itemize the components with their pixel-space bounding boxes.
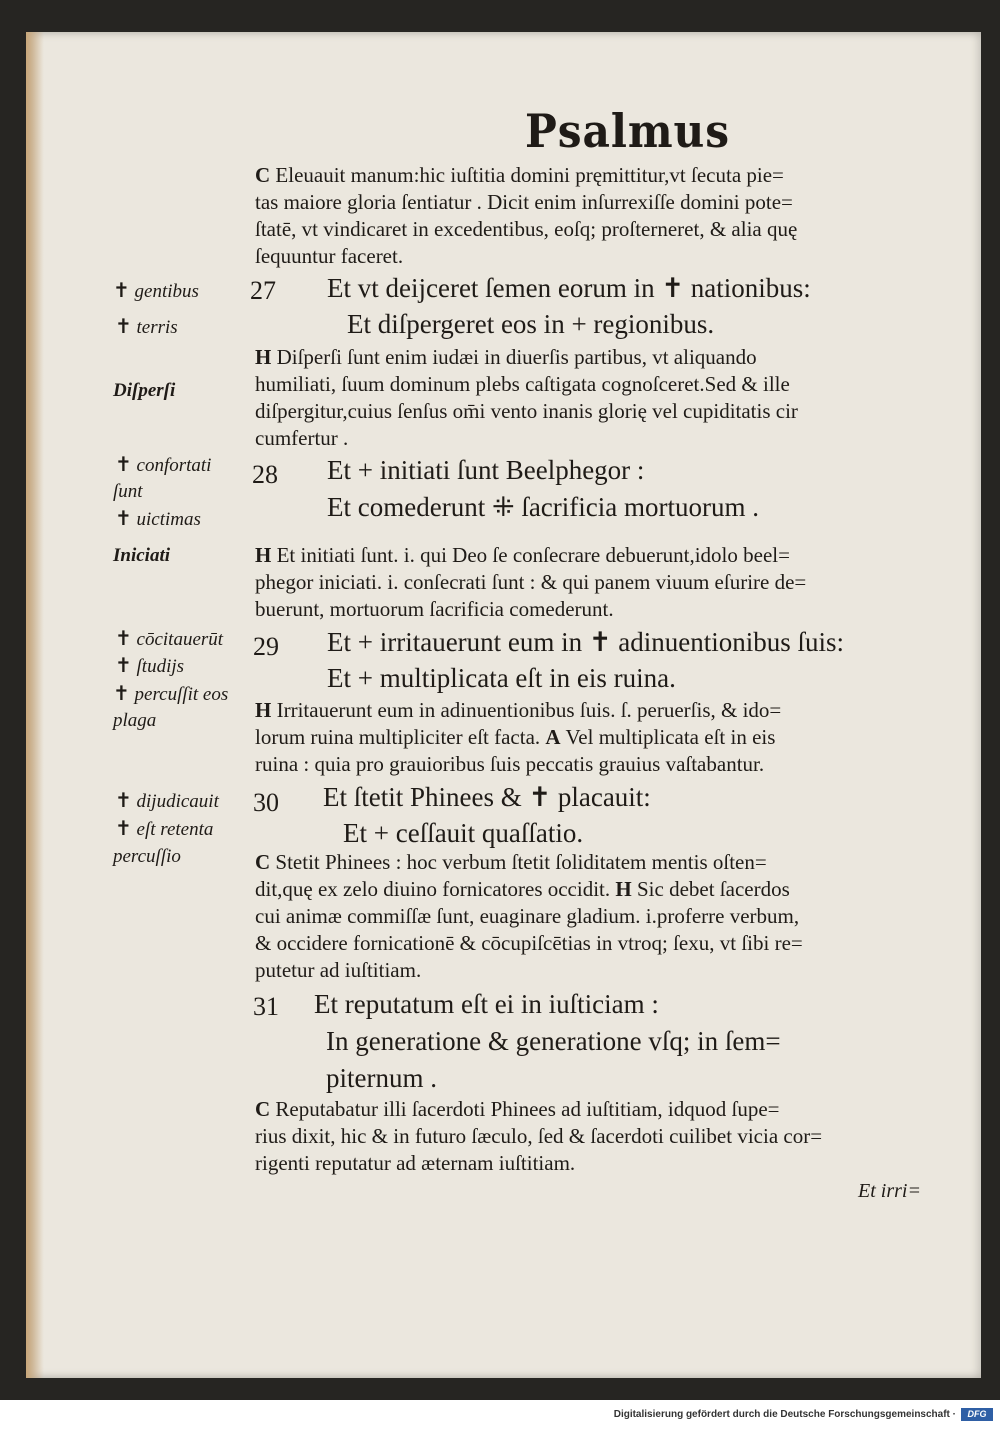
- gloss-text: percuſſit eos: [134, 684, 229, 705]
- dfg-logo[interactable]: DFG: [961, 1408, 993, 1421]
- comment-line: humiliati, ſuum dominum plebs caſtigata cognoſceret.Sed & ille: [255, 372, 790, 396]
- cross-mark-icon: ✝: [115, 628, 132, 650]
- funding-credit: Digitalisierung gefördert durch die Deutsche Forschungsgemeinschaft ·: [613, 1409, 956, 1420]
- comment-marker: C: [255, 850, 271, 874]
- margin-gloss: [113, 278, 199, 305]
- margin-gloss: [115, 452, 211, 479]
- gloss-text: ſtudijs: [136, 656, 185, 677]
- gloss-text: terris: [136, 317, 178, 338]
- margin-gloss: [115, 626, 223, 653]
- catchword: Et irri=: [858, 1180, 921, 1202]
- margin-gloss: [115, 788, 219, 815]
- verse-line: Et diſpergeret eos in + regionibus.: [347, 309, 715, 339]
- cross-mark-icon: ✝: [113, 280, 130, 302]
- verse-line: Et + ceſſauit quaſſatio.: [343, 818, 584, 848]
- gloss-text: uictimas: [136, 509, 201, 530]
- comment-line: putetur ad iuſtitiam.: [255, 958, 422, 982]
- margin-gloss: Diſperſi: [113, 380, 176, 401]
- verse-line: Et vt deijceret ſemen eorum in ✝ nationibus:: [327, 273, 811, 303]
- margin-gloss: ſunt: [113, 481, 143, 502]
- margin-gloss: [115, 816, 213, 843]
- verse-line: Et + irritauerunt eum in ✝ adinuentionibus ſuis:: [327, 627, 845, 657]
- comment-marker: C: [255, 163, 271, 187]
- gloss-text: cōcitauerūt: [136, 629, 224, 650]
- comment-line: buerunt, mortuorum ſacrificia comederunt.: [255, 597, 614, 621]
- gloss-text: dijudicauit: [136, 791, 219, 812]
- comment-line: diſpergitur,cuius ſenſus om̄i vento inanis glorię vel cupiditatis cir: [255, 399, 798, 423]
- cross-mark-icon: ✝: [115, 655, 132, 677]
- comment-marker: H: [255, 345, 272, 369]
- comment-line: rigenti reputatur ad æternam iuſtitiam.: [255, 1151, 576, 1175]
- cross-mark-icon: ✝: [115, 508, 132, 530]
- comment-line: ſequuntur faceret.: [255, 244, 404, 268]
- verse-line: piternum .: [326, 1063, 437, 1093]
- cross-mark-icon: ✝: [115, 790, 132, 812]
- comment-line: Reputabatur illi ſacerdoti Phinees ad iuſtitiam, idquod ſupe=: [275, 1097, 780, 1121]
- cross-mark-icon: ✝: [113, 683, 130, 705]
- comment-line: ſtatē, vt vindicaret in excedentibus, eoſq; proſterneret, & alia quę: [255, 217, 798, 241]
- comment-line: lorum ruina multipliciter eſt facta.: [255, 725, 541, 749]
- comment-line: phegor iniciati. i. conſecrati ſunt : & qui panem viuum eſurire de=: [255, 570, 807, 594]
- comment-line: Diſperſi ſunt enim iudæi in diuerſis partibus, vt aliquando: [276, 345, 757, 369]
- verse-line: In generatione & generatione vſq; in ſem=: [326, 1026, 781, 1056]
- verse-line: Et reputatum eſt ei in iuſticiam :: [314, 989, 659, 1019]
- comment-marker: H: [255, 698, 272, 722]
- comment-intro: [255, 162, 797, 270]
- comment-v30: [255, 849, 803, 984]
- comment-line: Irritauerunt eum in adinuentionibus ſuis. ſ. peruerſis, & ido=: [276, 698, 782, 722]
- verse-line: Et comederunt ⁜ ſacrificia mortuorum .: [327, 492, 759, 522]
- verse-number: 28: [252, 460, 278, 489]
- margin-gloss: percuſſio: [113, 846, 181, 867]
- comment-line: Vel multiplicata eſt in eis: [565, 725, 776, 749]
- comment-marker: C: [255, 1097, 271, 1121]
- comment-v31: [255, 1096, 822, 1177]
- comment-marker: H: [255, 543, 272, 567]
- comment-line: & occidere fornicationē & cōcupiſcētias in vtroq; ſexu, vt ſibi re=: [255, 931, 803, 955]
- gloss-text: eſt retenta: [136, 819, 214, 840]
- comment-line: cumfertur .: [255, 426, 349, 450]
- comment-line: cui animæ commiſſæ ſunt, euaginare gladium. i.proferre verbum,: [255, 904, 800, 928]
- margin-gloss: [115, 314, 178, 341]
- cross-mark-icon: ✝: [115, 818, 132, 840]
- verse-line: Et + multiplicata eſt in eis ruina.: [327, 663, 676, 693]
- gloss-text: confortati: [136, 455, 212, 476]
- gloss-text: gentibus: [134, 281, 199, 302]
- margin-gloss: [115, 653, 184, 680]
- verse-number: 27: [250, 276, 276, 305]
- comment-line: Et initiati ſunt. i. qui Deo ſe conſecrare debuerunt,idolo beel=: [276, 543, 790, 567]
- comment-marker: A: [545, 725, 561, 749]
- footer-bar: [0, 1400, 1000, 1429]
- margin-gloss: [113, 681, 228, 708]
- verse-number: 30: [253, 788, 279, 817]
- comment-v28: [255, 542, 806, 623]
- comment-line: dit,quę ex zelo diuino fornicatores occidit.: [255, 877, 611, 901]
- verse-line: Et ſtetit Phinees & ✝ placauit:: [323, 782, 651, 812]
- comment-v27: [255, 344, 798, 452]
- running-head: Psalmus: [525, 104, 730, 158]
- verse-number: 29: [253, 632, 279, 661]
- comment-line: ruina : quia pro grauioribus ſuis peccatis grauius vaſtabantur.: [255, 752, 765, 776]
- comment-line: Stetit Phinees : hoc verbum ſtetit ſoliditatem mentis oſten=: [275, 850, 767, 874]
- comment-v29: [255, 697, 781, 778]
- verse-line: Et + initiati ſunt Beelphegor :: [327, 455, 645, 485]
- cross-mark-icon: ✝: [115, 316, 132, 338]
- comment-line: rius dixit, hic & in futuro ſæculo, ſed & ſacerdoti cuilibet vicia cor=: [255, 1124, 823, 1148]
- cross-mark-icon: ✝: [115, 454, 132, 476]
- comment-marker: H: [615, 877, 632, 901]
- comment-line: tas maiore gloria ſentiatur . Dicit enim inſurrexiſſe domini pote=: [255, 190, 793, 214]
- comment-line: Eleuauit manum:hic iuſtitia domini pręmittitur,vt ſecuta pie=: [275, 163, 784, 187]
- margin-gloss: Iniciati: [113, 545, 171, 566]
- margin-gloss: plaga: [113, 710, 157, 731]
- comment-line: Sic debet ſacerdos: [636, 877, 790, 901]
- verse-number: 31: [253, 992, 279, 1021]
- margin-gloss: [115, 506, 201, 533]
